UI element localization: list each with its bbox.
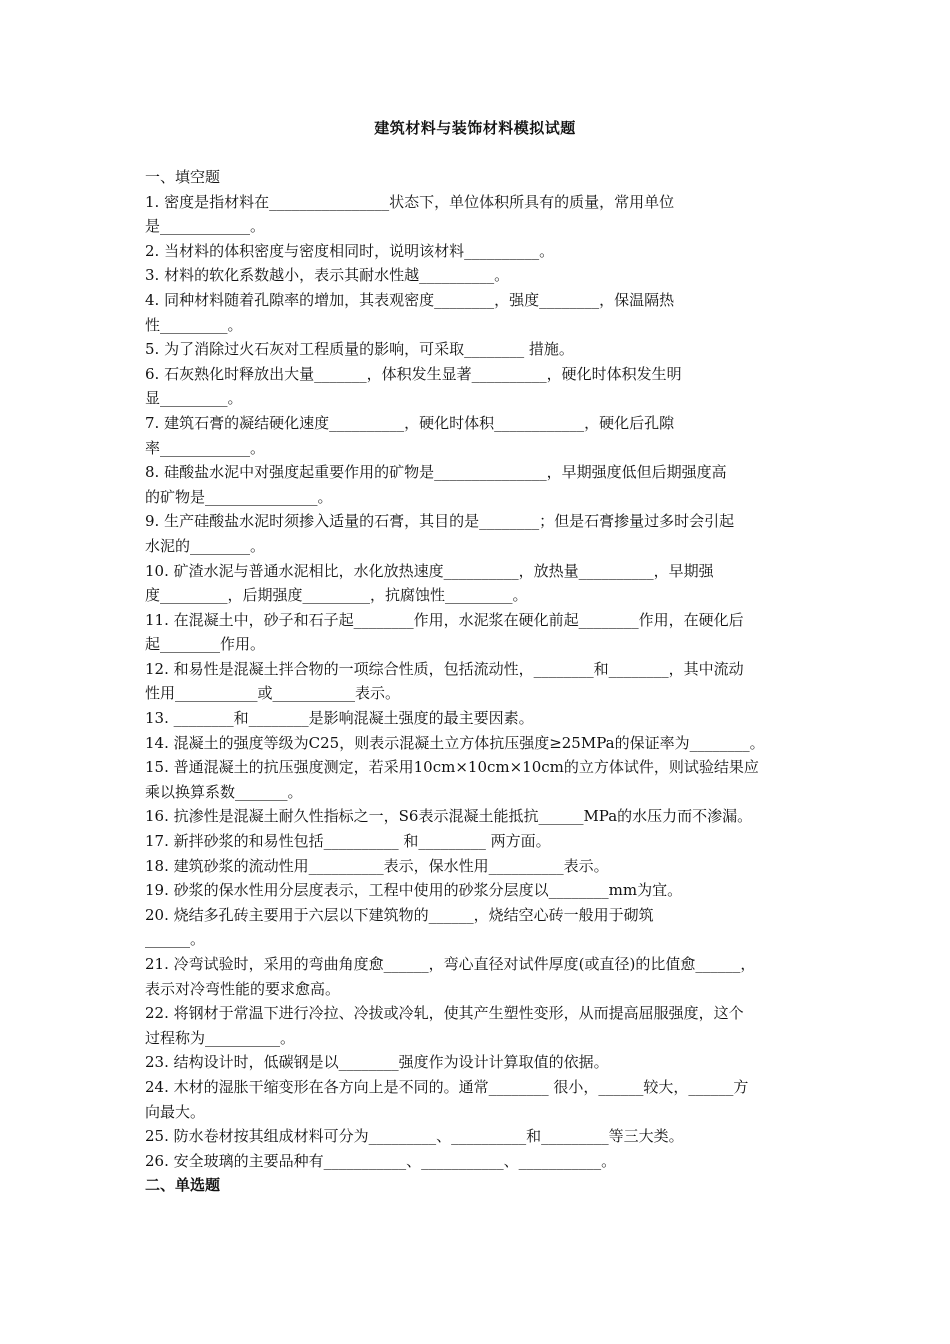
question-line: ______。 xyxy=(145,930,206,949)
question-line: 14. 混凝土的强度等级为C25，则表示混凝土立方体抗压强度≥25MPa的保证率为________。 xyxy=(145,733,765,752)
question-line: 20. 烧结多孔砖主要用于六层以下建筑物的______，烧结空心砖一般用于砌筑 xyxy=(145,905,654,924)
question-line: 9. 生产硅酸盐水泥时须掺入适量的石膏，其目的是________；但是石膏掺量过多时会引起 xyxy=(145,512,735,531)
question-line: 18. 建筑砂浆的流动性用__________表示，保水性用__________表示。 xyxy=(145,856,609,875)
question-line: 的矿物是_______________。 xyxy=(145,487,333,506)
question-line: 23. 结构设计时，低碳钢是以________强度作为设计计算取值的依据。 xyxy=(145,1053,609,1072)
question-line: 15. 普通混凝土的抗压强度测定，若采用10cm×10cm×10cm的立方体试件，则试验结果应 xyxy=(145,758,759,777)
question-line: 水泥的________。 xyxy=(145,536,266,555)
question-line: 率____________。 xyxy=(145,438,266,457)
section-heading-single-choice: 二、单选题 xyxy=(145,1176,221,1195)
question-list xyxy=(145,190,810,1174)
question-line: 表示对冷弯性能的要求愈高。 xyxy=(145,979,341,998)
question-line: 13. ________和________是影响混凝土强度的最主要因素。 xyxy=(145,709,534,728)
question-line: 过程称为__________。 xyxy=(145,1028,296,1047)
question-line: 26. 安全玻璃的主要品种有___________、___________、___________。 xyxy=(145,1151,617,1170)
question-line: 10. 矿渣水泥与普通水泥相比，水化放热速度__________，放热量__________，早期强 xyxy=(145,561,714,580)
question-line: 17. 新拌砂浆的和易性包括__________ 和_________ 两方面。 xyxy=(145,832,551,851)
document-body xyxy=(145,165,810,1198)
question-line: 12. 和易性是混凝土拌合物的一项综合性质，包括流动性，________和________，其中流动 xyxy=(145,659,744,678)
question-line: 乘以换算系数_______。 xyxy=(145,782,303,801)
question-line: 性_________。 xyxy=(145,315,243,334)
document-title: 建筑材料与装饰材料模拟试题 xyxy=(374,119,576,137)
question-line: 是____________。 xyxy=(145,217,266,236)
question-line: 显_________。 xyxy=(145,389,243,408)
question-line: 7. 建筑石膏的凝结硬化速度__________，硬化时体积____________，硬化后孔隙 xyxy=(145,413,675,432)
question-line: 3. 材料的软化系数越小，表示其耐水性越__________。 xyxy=(145,266,510,285)
question-line: 19. 砂浆的保水性用分层度表示，工程中使用的砂浆分层度以________mm为宜。 xyxy=(145,881,683,900)
question-line: 11. 在混凝土中，砂子和石子起________作用，水泥浆在硬化前起________作用，在硬化后 xyxy=(145,610,744,629)
question-line: 4. 同种材料随着孔隙率的增加，其表观密度________，强度________，保温隔热 xyxy=(145,290,675,309)
question-line: 16. 抗渗性是混凝土耐久性指标之一，S6表示混凝土能抵抗______MPa的水压力而不渗漏。 xyxy=(145,807,753,826)
question-line: 度_________，后期强度_________，抗腐蚀性_________。 xyxy=(145,586,528,605)
question-line: 向最大。 xyxy=(145,1102,206,1121)
section-heading-fill-in: 一、填空题 xyxy=(145,168,221,186)
question-line: 2. 当材料的体积密度与密度相同时，说明该材料__________。 xyxy=(145,241,555,260)
question-line: 6. 石灰熟化时释放出大量_______，体积发生显著__________，硬化时体积发生明 xyxy=(145,364,682,383)
question-line: 8. 硅酸盐水泥中对强度起重要作用的矿物是_______________，早期强度低但后期强度高 xyxy=(145,463,727,482)
question-line: 5. 为了消除过火石灰对工程质量的影响，可采取________ 措施。 xyxy=(145,340,574,359)
question-line: 24. 木材的湿胀干缩变形在各方向上是不同的。通常________ 很小，______较大，______方 xyxy=(145,1077,749,1096)
question-line: 1. 密度是指材料在________________状态下，单位体积所具有的质量，常用单位 xyxy=(145,192,675,211)
question-line: 21. 冷弯试验时，采用的弯曲角度愈______，弯心直径对试件厚度(或直径)的比值愈______， xyxy=(145,955,756,973)
question-line: 22. 将钢材于常温下进行冷拉、冷拔或冷轧，使其产生塑性变形，从而提高屈服强度，这个 xyxy=(145,1004,744,1023)
question-line: 25. 防水卷材按其组成材料可分为_________、__________和_________等三大类。 xyxy=(145,1127,684,1146)
question-line: 起________作用。 xyxy=(145,635,266,654)
question-line: 性用___________或___________表示。 xyxy=(145,684,401,703)
